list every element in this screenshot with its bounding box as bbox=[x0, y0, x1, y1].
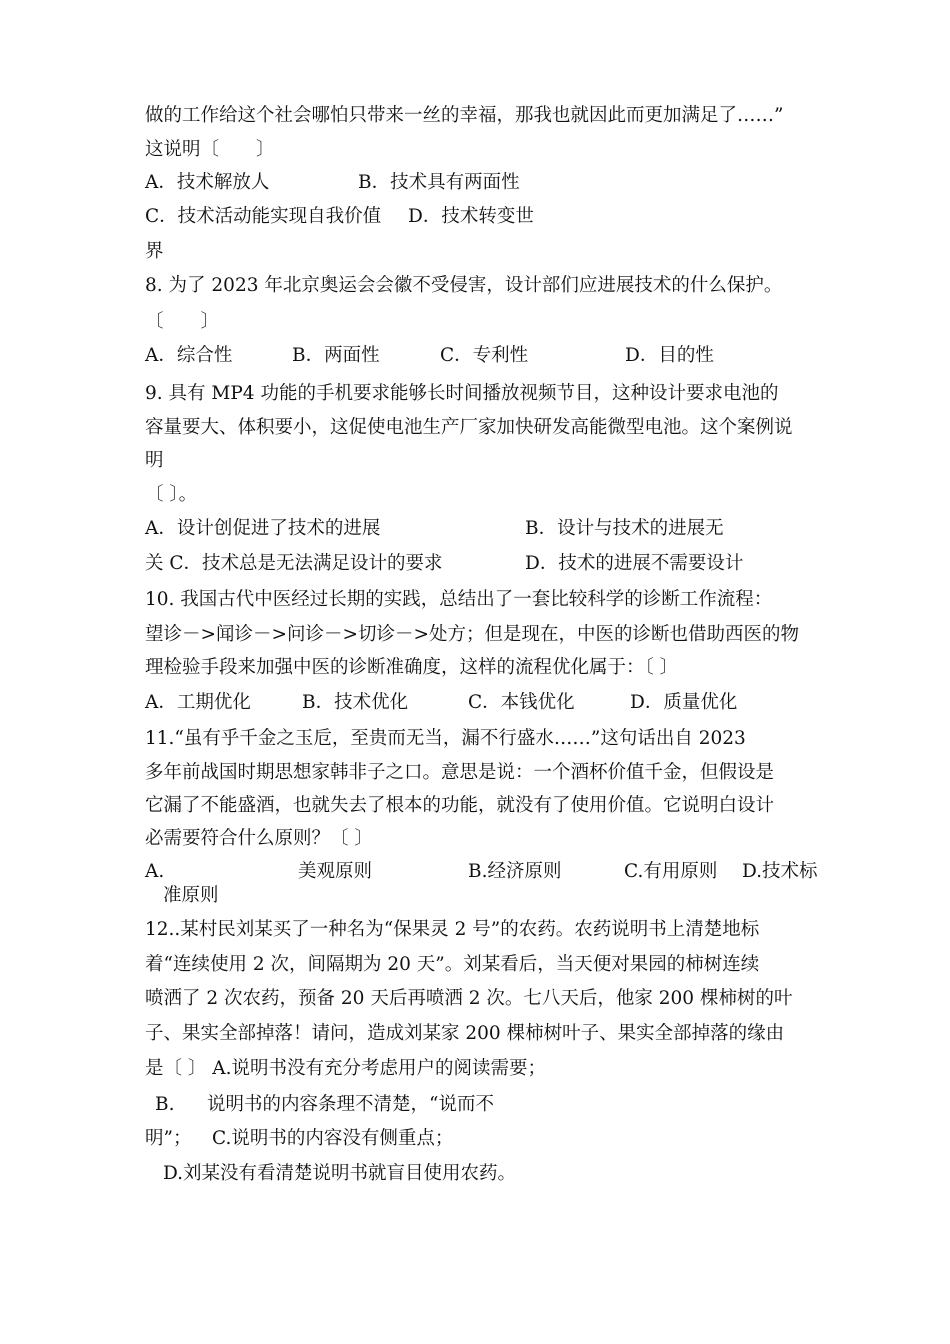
option-d: D．质量优化 bbox=[630, 692, 738, 713]
option-b: B．技术具有两面性 bbox=[358, 172, 520, 193]
question-10: 10. 我国古代中医经过长期的实践，总结出了一套比较科学的诊断工作流程： bbox=[145, 589, 773, 610]
option-b: B．两面性 bbox=[292, 345, 380, 366]
text-line: 必需要符合什么原则？〔 〕 bbox=[145, 828, 373, 849]
text-line: 容量要大、体积要小，这促使电池生产厂家加快研发高能微型电池。这个案例说 bbox=[145, 417, 793, 438]
option-b: B.经济原则 bbox=[468, 861, 562, 882]
text-line: 明 bbox=[145, 450, 164, 471]
text-line: 多年前战国时期思想家韩非子之口。意思是说：一个酒杯价值千金，但假设是 bbox=[145, 762, 775, 783]
option-a: A. bbox=[145, 861, 165, 882]
option-b: B．设计与技术的进展无 bbox=[525, 518, 724, 539]
text-line: 着“连续使用 2 次，间隔期为 20 天”。刘某看后，当天便对果园的柿树连续 bbox=[145, 954, 760, 975]
text-line: 界 bbox=[145, 241, 164, 262]
option-d: D．目的性 bbox=[625, 345, 714, 366]
answer-bracket: 〔 〕。 bbox=[145, 484, 198, 505]
question-12: 12..某村民刘某买了一种名为“保果灵 2 号”的农药。农药说明书上清楚地标 bbox=[145, 919, 760, 940]
option-b: B．技术优化 bbox=[302, 692, 409, 713]
option-c: C．本钱优化 bbox=[468, 692, 575, 713]
text-line: 明”； bbox=[145, 1128, 192, 1149]
option-a: A．技术解放人 bbox=[145, 172, 270, 193]
option-c: C.说明书的内容没有侧重点； bbox=[212, 1128, 454, 1149]
option-a: A．综合性 bbox=[145, 345, 233, 366]
option-d: D.技术标 bbox=[742, 861, 818, 882]
option-d: D．技术的进展不需要设计 bbox=[525, 553, 744, 574]
option-d: D．技术转变世 bbox=[408, 206, 534, 227]
option-c: C．技术活动能实现自我价值 bbox=[145, 206, 382, 227]
option-c: C.有用原则 bbox=[624, 861, 718, 882]
option-b-text: 说明书的内容条理不清楚，“说而不 bbox=[207, 1094, 494, 1115]
text-line: 它漏了不能盛酒，也就失去了根本的功能，就没有了使用价值。它说明白设计 bbox=[145, 795, 775, 816]
option-c: C．专利性 bbox=[440, 345, 529, 366]
question-9: 9. 具有 MP4 功能的手机要求能够长时间播放视频节目，这种设计要求电池的 bbox=[145, 383, 779, 404]
question-11: 11.“虽有乎千金之玉卮，至贵而无当，漏不行盛水……”这句话出自 2023 bbox=[145, 728, 746, 749]
text-line: 是〔 〕 A.说明书没有充分考虑用户的阅读需要； bbox=[145, 1058, 547, 1079]
option-a: A．工期优化 bbox=[145, 692, 251, 713]
text-line: 准原则 bbox=[163, 885, 219, 906]
question-8: 8. 为了 2023 年北京奥运会会徽不受侵害，设计部们应进展技术的什么保护。 bbox=[145, 275, 783, 296]
option-a-text: 美观原则 bbox=[298, 861, 373, 882]
option-c: 关 C．技术总是无法满足设计的要求 bbox=[145, 553, 443, 574]
answer-bracket: 〔 〕 bbox=[145, 311, 220, 332]
option-b: B. bbox=[155, 1094, 175, 1115]
text-line: 做的工作给这个社会哪怕只带来一丝的幸福，那我也就因此而更加满足了……” bbox=[145, 105, 784, 126]
option-d: D.刘某没有看清楚说明书就盲目使用农药。 bbox=[163, 1163, 517, 1184]
text-line: 子、果实全部掉落！请问，造成刘某家 200 棵柿树叶子、果实全部掉落的缘由 bbox=[145, 1023, 785, 1044]
text-line: 这说明〔 〕 bbox=[145, 139, 275, 160]
text-line: 喷洒了 2 次农药，预备 20 天后再喷洒 2 次。七八天后，他家 200 棵柿树的叶 bbox=[145, 988, 793, 1009]
text-line: 理检验手段来加强中医的诊断准确度，这样的流程优化属于：〔 〕 bbox=[145, 657, 679, 678]
option-a: A．设计创促进了技术的进展 bbox=[145, 518, 381, 539]
text-line: 望诊－>闻诊－>问诊－>切诊－>处方；但是现在，中医的诊断也借助西医的物 bbox=[145, 624, 800, 645]
